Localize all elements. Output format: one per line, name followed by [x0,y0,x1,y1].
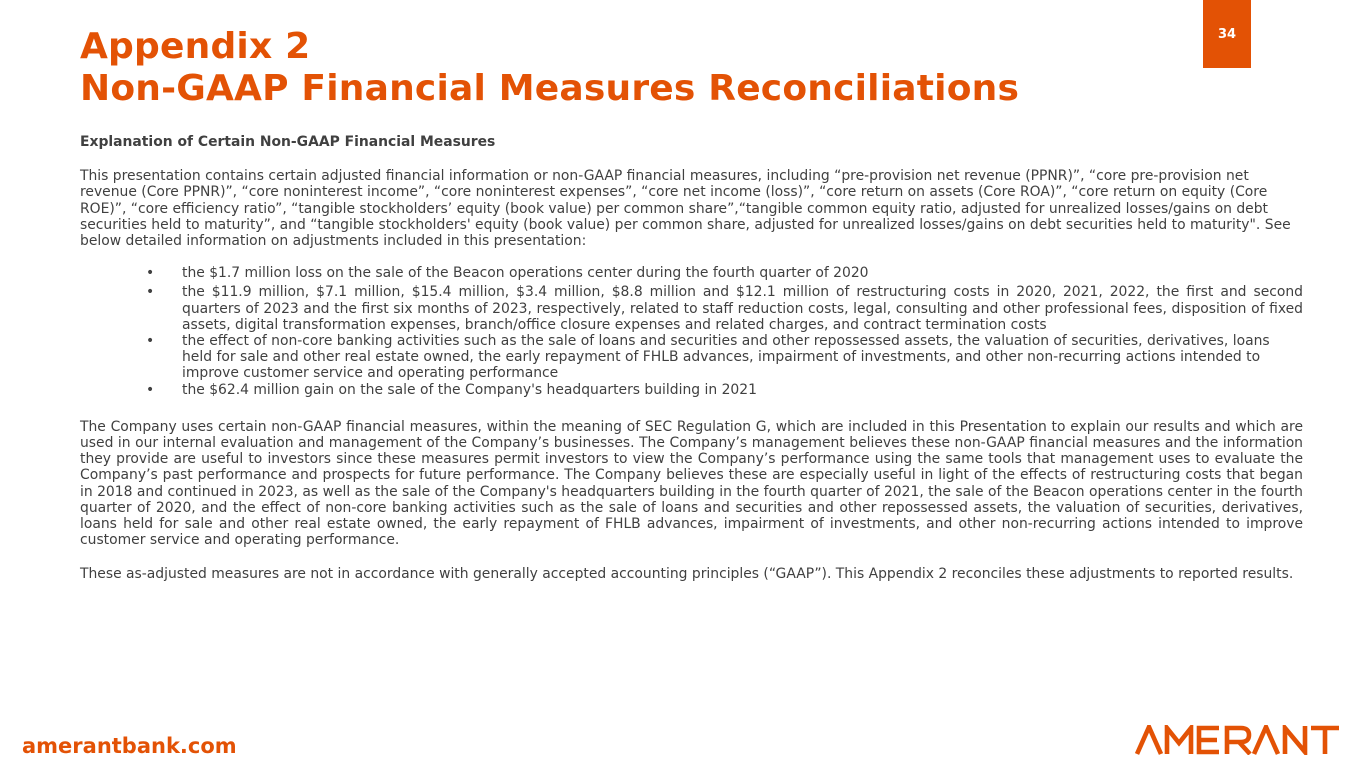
list-item-text: the $11.9 million, $7.1 million, $15.4 million, $3.4 million, $8.8 million and $12.1 million of restructuring costs in 2020, 2021, 2022, the first and second quarters of 2023 and the first six months of 2023, respectively, related to staff reduction costs, legal, consulting and other professional fees, disposition of fixed assets, digital transformation expenses, branch/office closure expenses and related charges, and contract termination costs [182,284,1303,333]
footer-url-link[interactable]: amerantbank.com [22,734,237,758]
body-paragraph: The Company uses certain non-GAAP financial measures, within the meaning of SEC Regulation G, which are included in this Presentation to explain our results and which are used in our internal evaluation and management of the Company’s businesses. The Company’s management believes these non-GAAP financial measures and the information they provide are useful to investors since these measures permit investors to view the Company’s performance using the same tools that management uses to evaluate the Company’s past performance and prospects for future performance. The Company believes these are especially useful in light of the effects of restructuring costs that began in 2018 and continued in 2023, as well as the sale of the Company's headquarters building in the fourth quarter of 2021, the sale of the Beacon operations center in the fourth quarter of 2020, and the effect of non-core banking activities such as the sale of loans and securities and other repossessed assets, the valuation of securities, derivatives, loans held for sale and other real estate owned, the early repayment of FHLB advances, impairment of investments, and other non-recurring actions intended to improve customer service and operating performance. [80,418,1303,549]
bullet-icon: • [146,381,155,398]
bullet-icon: • [146,333,155,350]
adjustments-list [80,265,1303,398]
title-line-2: Non-GAAP Financial Measures Reconciliations [80,68,1020,109]
intro-paragraph: This presentation contains certain adjusted financial information or non-GAAP financial measures, including “pre-provision net revenue (PPNR)”, “core pre-provision net revenue (Core PPNR)”, “core noninterest income”, “core noninterest expenses”, “core net income (loss)”, “core return on assets (Core ROA)”, “core return on equity (Core ROE)”, “core efficiency ratio”, “tangible stockholders’ equity (book value) per common share”,“tangible common equity ratio, adjusted for unrealized losses/gains on debt securities held to maturity”, and “tangible stockholders' equity (book value) per common share, adjusted for unrealized losses/gains on debt securities held to maturity". See below detailed information on adjustments included in this presentation: [80,168,1291,250]
list-item-text: the $62.4 million gain on the sale of the Company's headquarters building in 2021 [182,381,757,398]
page-number-badge [1203,0,1251,68]
closing-paragraph: These as-adjusted measures are not in accordance with generally accepted accounting principles (“GAAP”). This Appendix 2 reconciles these adjustments to reported results. [80,566,1294,583]
amerant-logo [1135,725,1349,755]
title-line-1: Appendix 2 [80,26,311,67]
page-number: 34 [1217,26,1237,42]
bullet-icon: • [146,284,155,301]
list-item-text: the $1.7 million loss on the sale of the Beacon operations center during the fourth quarter of 2020 [182,265,869,282]
bullet-icon: • [146,265,155,282]
list-item [80,382,1303,398]
list-item-text: the effect of non-core banking activities such as the sale of loans and securities and other repossessed assets, the valuation of securities, derivatives, loans held for sale and other real estate owned, the early repayment of FHLB advances, impairment of investments, and other non-recurring actions intended to improve customer service and operating performance [182,333,1270,382]
list-item [80,284,1303,333]
page-title [80,26,1019,110]
list-item [80,265,1303,281]
section-heading: Explanation of Certain Non-GAAP Financial Measures [80,134,496,150]
main-content [80,134,1303,583]
list-item [80,333,1303,382]
